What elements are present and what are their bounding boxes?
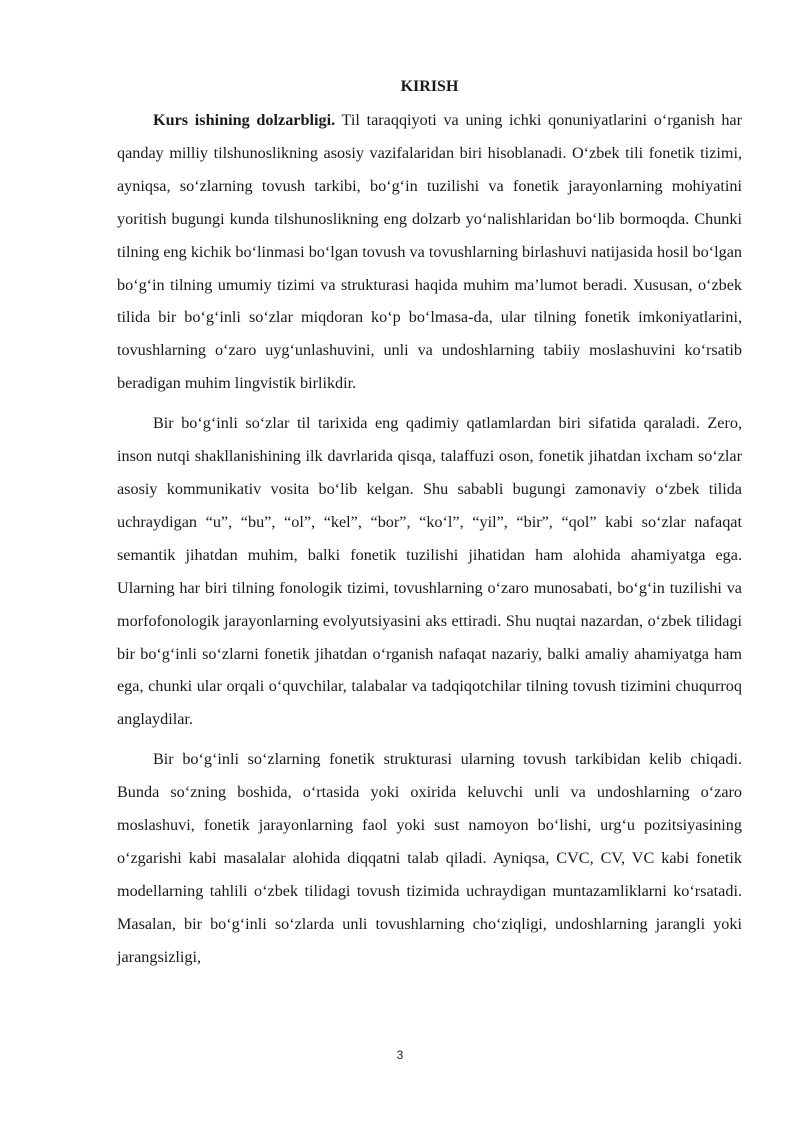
section-heading: KIRISH — [400, 78, 459, 95]
paragraph-history — [117, 407, 742, 736]
document-page — [117, 74, 742, 981]
page-number: 3 — [396, 1048, 404, 1062]
paragraph-text: Bir boʻgʻinli soʻzlar til tarixida eng qadimiy qatlamlardan biri sifatida qaraladi. Zero, inson nutqi shakllanishining ilk davrlarida qisqa, talaffuzi oson, fonetik jihatdan ixcham soʻzlar asosiy kommunikativ vosita boʻlib kelgan. Shu sababli bugungi zamonaviy oʻzbek tilida uchraydigan “u”, “bu”, “ol”, “kel”, “bor”, “koʻl”, “yil”, “bir”, “qol” kabi soʻzlar nafaqat semantik jihatdan muhim, balki fonetik tuzilishi jihatidan ham alohida ahamiyatga ega. Ularning har biri tilning fonologik tizimi, tovushlarning oʻzaro munosabati, boʻgʻin tuzilishi va morfofonologik jarayonlarning evolyutsiyasini aks ettiradi. Shu nuqtai nazardan, oʻzbek tilidagi bir boʻgʻinli soʻzlarni fonetik jihatdan oʻrganish nafaqat nazariy, balki amaliy ahamiyatga ham ega, chunki ular orqali oʻquvchilar, talabalar va tadqiqotchilar tilning tovush tizimini chuqurroq anglaydilar. — [117, 414, 742, 729]
paragraph-lead: Kurs ishining dolzarbligi. — [153, 111, 336, 129]
paragraph-text: Bir boʻgʻinli soʻzlarning fonetik strukturasi ularning tovush tarkibidan kelib chiqadi. Bunda soʻzning boshida, oʻrtasida yoki oxirida keluvchi unli va undoshlarning oʻzaro moslashuvi, fonetik jarayonlarning faol yoki sust namoyon boʻlishi, urgʻu pozitsiyasining oʻzgarishi kabi masalalar alohida diqqatni talab qiladi. Ayniqsa, CVC, CV, VC kabi fonetik modellarning tahlili oʻzbek tilidagi tovush tizimida uchraydigan muntazamliklarni koʻrsatadi. Masalan, bir boʻgʻinli soʻzlarda unli tovushlarning choʻziqligi, undoshlarning jarangli yoki jarangsizligi, — [117, 750, 742, 966]
paragraph-structure — [117, 743, 742, 973]
paragraph-text: Til taraqqiyoti va uning ichki qonuniyatlarini oʻrganish har qanday milliy tilshunoslikning asosiy vazifalaridan biri hisoblanadi. Oʻzbek tili fonetik tizimi, ayniqsa, soʻzlarning tovush tarkibi, boʻgʻin tuzilishi va fonetik jarayonlarning mohiyatini yoritish bugungi kunda tilshunoslikning eng dolzarb yoʻnalishlaridan boʻlib bormoqda. Chunki tilning eng kichik boʻlinmasi boʻlgan tovush va tovushlarning birlashuvi natijasida hosil boʻlgan boʻgʻin tilning umumiy tizimi va strukturasi haqida muhim maʼlumot beradi. Xususan, oʻzbek tilida bir boʻgʻinli soʻzlar miqdoran koʻp boʻlmasa-da, ular tilning fonetik imkoniyatlarini, tovushlarning oʻzaro uygʻunlashuvini, unli va undoshlarning tabiiy moslashuvini koʻrsatib beradigan muhim lingvistik birlikdir. — [117, 111, 742, 393]
paragraph-relevance — [117, 104, 742, 400]
